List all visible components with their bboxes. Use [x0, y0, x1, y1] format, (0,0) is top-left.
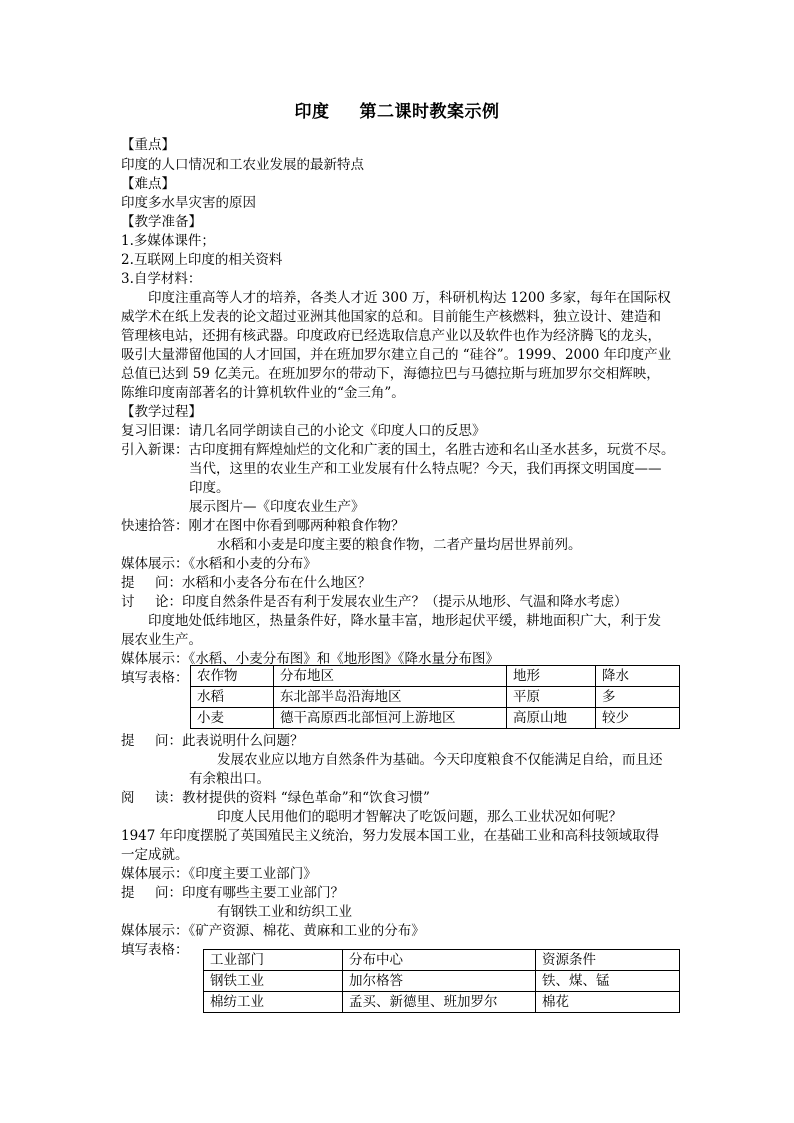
table-header-cell: 地形: [507, 666, 596, 687]
table-row: [204, 950, 680, 971]
intro-text-3: 印度。: [189, 480, 230, 496]
table-cell: 孟买、新德里、班加罗尔: [343, 992, 536, 1013]
prep-item-1: 1.多媒体课件；: [121, 233, 215, 249]
question-label-char-2: 问：: [155, 885, 182, 901]
media-text-4: 《矿产资源、棉花、黄麻和工业的分布》: [188, 923, 425, 939]
question-answer-3: 有钢铁工业和纺织工业: [217, 904, 352, 920]
discussion-text: 印度自然条件是否有利于发展农业生产？（提示从地形、气温和降水考虑）: [182, 594, 628, 610]
industry-table: [203, 949, 680, 1013]
discussion-label-char-1: 讨: [121, 594, 135, 610]
table-cell: 水稻: [191, 687, 274, 708]
table-row: [204, 971, 680, 992]
heading-key-points: 【重点】: [121, 137, 175, 153]
table-cell: 德干高原西北部恒河上游地区: [274, 708, 507, 729]
table-row: [191, 687, 680, 708]
review-label: 复习旧课：: [121, 423, 189, 439]
crop-table: [190, 665, 680, 729]
reading-label-char-2: 读：: [155, 790, 182, 806]
industry-intro-1: 1947 年印度摆脱了英国殖民主义统治，努力发展本国工业，在基础工业和高科技领域取得: [121, 828, 660, 844]
fill-table-label-2: 填写表格：: [121, 942, 189, 958]
table-cell: 棉纺工业: [204, 992, 343, 1013]
heading-process: 【教学过程】: [121, 404, 202, 420]
table-cell: 小麦: [191, 708, 274, 729]
industry-intro-2: 一定成就。: [121, 847, 189, 863]
heading-preparation: 【教学准备】: [121, 214, 202, 230]
question-step-3: [121, 884, 344, 903]
question-label-char-1: 提: [121, 733, 135, 749]
table-cell: 高原山地: [507, 708, 596, 729]
review-step: [121, 422, 486, 441]
material-line-1: 印度注重高等人才的培养，各类人才近 300 万，科研机构达 1200 多家，每年在国际权: [148, 290, 671, 306]
question-answer-2a: 发展农业应以地方自然条件为基础。今天印度粮食不仅能满足自给，而且还: [217, 752, 663, 768]
media-label-2: 媒体展示：: [121, 651, 189, 667]
quick-question: 刚才在图中你看到哪两种粮食作物？: [188, 518, 405, 534]
intro-step: [121, 441, 675, 460]
media-text-3: 《印度主要工业部门》: [188, 866, 317, 882]
reading-text: 教材提供的资料 “绿色革命”和“饮食习惯”: [182, 790, 430, 806]
table-row: [191, 708, 680, 729]
intro-text-4: 展示图片—《印度农业生产》: [189, 499, 365, 515]
question-step-1: [121, 574, 371, 593]
quick-answer: 水稻和小麦是印度主要的粮食作物，二者产量均居世界前列。: [217, 537, 582, 553]
material-line-5: 总值已达到 59 亿美元。在班加罗尔的带动下，海德拉巴与马德拉斯与班加罗尔交相辉映，: [121, 366, 660, 382]
material-line-2: 威学术在纸上发表的论文超过亚洲其他国家的总和。目前能生产核燃料，独立设计、建造和: [121, 309, 661, 325]
table-row: [191, 666, 680, 687]
material-line-4: 吸引大量滞留他国的人才回国，并在班加罗尔建立自己的 “硅谷”。1999、2000 年印度产业: [121, 347, 672, 363]
quick-label: 快速拾答：: [121, 518, 189, 534]
intro-text-1: 古印度拥有辉煌灿烂的文化和广袤的国土，名胜古迹和名山圣水甚多，玩赏不尽。: [188, 442, 675, 458]
intro-text-2: 当代，这里的农业生产和工业发展有什么特点呢？今天，我们再探文明国度——: [189, 461, 662, 477]
table-cell: 加尔格答: [343, 971, 536, 992]
reading-answer: 印度人民用他们的聪明才智解决了吃饭问题，那么工业状况如何呢？: [217, 809, 622, 825]
media-text-1: 《水稻和小麦的分布》: [188, 556, 317, 572]
title-country: 印度: [294, 102, 330, 122]
intro-label: 引入新课：: [121, 442, 189, 458]
key-points-text: 印度的人口情况和工农业发展的最新特点: [121, 157, 364, 173]
title-lesson: 第二课时教案示例: [359, 102, 500, 122]
media-label-1: 媒体展示：: [121, 556, 189, 572]
fill-table-label-1: 填写表格：: [121, 670, 189, 686]
table-cell: 较少: [596, 708, 680, 729]
reading-label-char-1: 阅: [121, 790, 135, 806]
table-header-cell: 降水: [596, 666, 680, 687]
table-header-cell: 分布中心: [343, 950, 536, 971]
prep-item-3: 3.自学材料：: [121, 271, 202, 287]
table-cell: 东北部半岛沿海地区: [274, 687, 507, 708]
question-text-1: 水稻和小麦各分布在什么地区？: [182, 575, 371, 591]
question-label-char-1: 提: [121, 885, 135, 901]
discussion-label-char-2: 论：: [155, 594, 182, 610]
media-step-1: [121, 555, 317, 574]
question-step-2: [121, 732, 304, 751]
question-answer-2b: 有余粮出口。: [189, 771, 270, 787]
media-text-2: 《水稻、小麦分布图》和《地形图》《降水量分布图》: [188, 651, 499, 667]
prep-item-2: 2.互联网上印度的相关资料: [121, 252, 283, 268]
discussion-answer-1: 印度地处低纬地区，热量条件好，降水量丰富，地形起伏平缓，耕地面积广大，利于发: [148, 613, 661, 629]
question-label-char-2: 问：: [155, 733, 182, 749]
question-label-char-2: 问：: [155, 575, 182, 591]
media-step-4: [121, 922, 425, 941]
media-step-3: [121, 865, 317, 884]
discussion-answer-2: 展农业生产。: [121, 632, 202, 648]
table-cell: 铁、煤、锰: [536, 971, 680, 992]
media-label-3: 媒体展示：: [121, 866, 189, 882]
table-header-cell: 资源条件: [536, 950, 680, 971]
table-cell: 棉花: [536, 992, 680, 1013]
question-text-2: 此表说明什么问题？: [182, 733, 304, 749]
table-row: [204, 992, 680, 1013]
media-label-4: 媒体展示：: [121, 923, 189, 939]
table-cell: 钢铁工业: [204, 971, 343, 992]
table-cell: 平原: [507, 687, 596, 708]
discussion-step: [121, 593, 628, 612]
table-cell: 多: [596, 687, 680, 708]
material-line-3: 管理核电站，还拥有核武器。印度政府已经选取信息产业以及软件也作为经济腾飞的龙头，: [121, 328, 661, 344]
question-text-3: 印度有哪些主要工业部门？: [182, 885, 344, 901]
difficulties-text: 印度多水旱灾害的原因: [121, 195, 256, 211]
quick-answer-step: [121, 517, 405, 536]
table-header-cell: 分布地区: [274, 666, 507, 687]
heading-difficulties: 【难点】: [121, 176, 175, 192]
material-line-6: 陈维印度南部著名的计算机软件业的“金三角”。: [121, 385, 405, 401]
review-text: 请几名同学朗读自己的小论文《印度人口的反思》: [188, 423, 486, 439]
reading-step: [121, 789, 430, 808]
table-header-cell: 农作物: [191, 666, 274, 687]
page-title: [0, 97, 794, 122]
table-header-cell: 工业部门: [204, 950, 343, 971]
question-label-char-1: 提: [121, 575, 135, 591]
